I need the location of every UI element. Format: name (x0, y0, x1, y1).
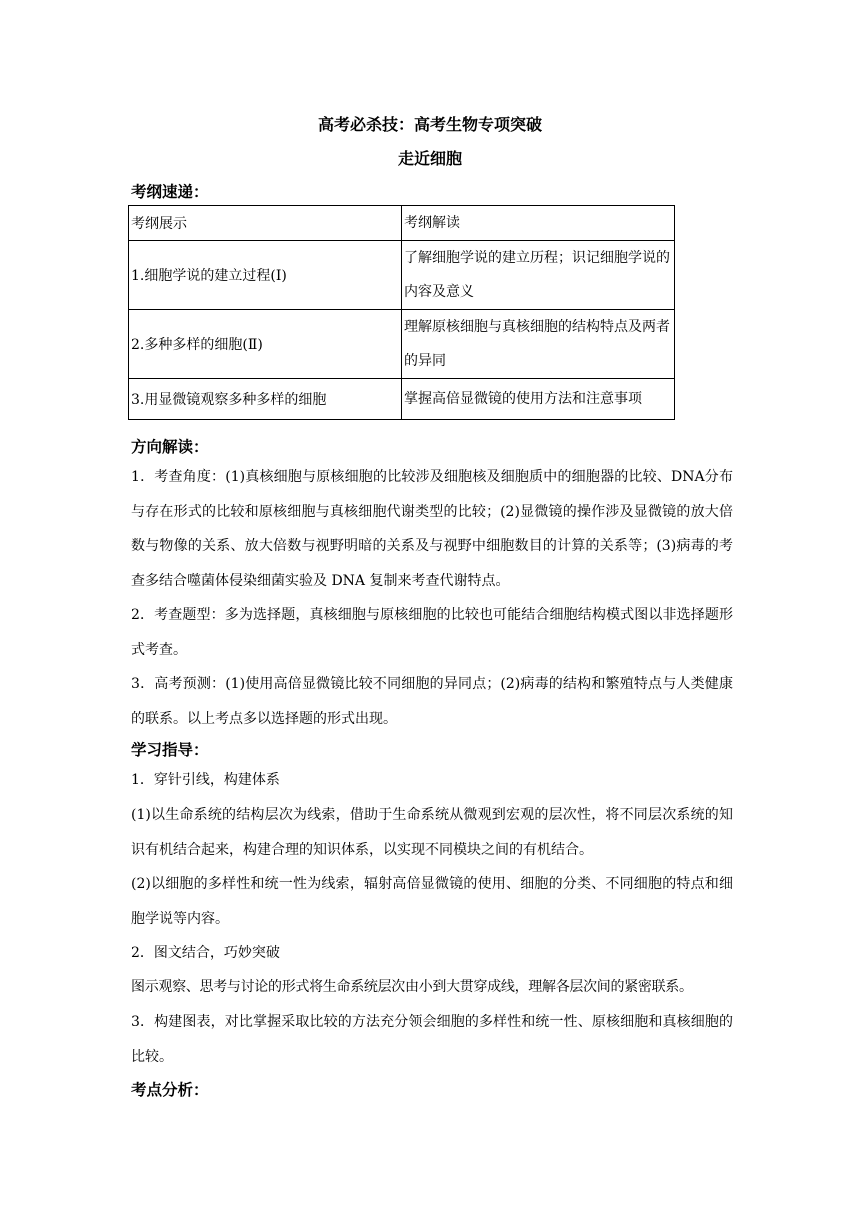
table-cell: 了解细胞学说的建立历程；识记细胞学说的内容及意义 (402, 241, 675, 310)
table-row (129, 379, 675, 420)
table-header-row (129, 206, 675, 241)
section-heading-outline: 考纲速递： (131, 183, 209, 201)
table-cell: 掌握高倍显微镜的使用方法和注意事项 (402, 379, 675, 420)
paragraph: 2．考查题型：多为选择题，真核细胞与原核细胞的比较也可能结合细胞结构模式图以非选择题形式考查。 (131, 607, 733, 658)
paragraph: 1．穿针引线，构建体系 (131, 772, 280, 788)
outline-table (128, 205, 675, 420)
table-header-cell: 考纲解读 (402, 206, 675, 241)
paragraph: 3．高考预测：(1)使用高倍显微镜比较不同细胞的异同点；(2)病毒的结构和繁殖特点与人类健康的联系。以上考点多以选择题的形式出现。 (131, 676, 733, 727)
table-cell: 1.细胞学说的建立过程(Ⅰ) (129, 241, 402, 310)
section-heading-analysis: 考点分析： (131, 1081, 209, 1099)
table-cell: 理解原核细胞与真核细胞的结构特点及两者的异同 (402, 310, 675, 379)
document-subtitle: 走近细胞 (397, 149, 462, 168)
paragraph: 图示观察、思考与讨论的形式将生命系统层次由小到大贯穿成线，理解各层次间的紧密联系。 (131, 979, 693, 995)
section-heading-study: 学习指导： (131, 741, 209, 759)
table-cell: 3.用显微镜观察多种多样的细胞 (129, 379, 402, 420)
table-row (129, 310, 675, 379)
document-title: 高考必杀技：高考生物专项突破 (317, 115, 542, 134)
table-cell: 2.多种多样的细胞(Ⅱ) (129, 310, 402, 379)
paragraph: 1．考查角度：(1)真核细胞与原核细胞的比较涉及细胞核及细胞质中的细胞器的比较、DNA分布与存在形式的比较和原核细胞与真核细胞代谢类型的比较；(2)显微镜的操作涉及显微镜的放大倍数与物像的关系、放大倍数与视野明暗的关系及与视野中细胞数目的计算的关系等；(3)病毒的考查多结合噬菌体侵染细菌实验及 DNA 复制来考查代谢特点。 (131, 469, 733, 589)
paragraph: 2．图文结合，巧妙突破 (131, 945, 280, 961)
paragraph: 3．构建图表，对比掌握采取比较的方法充分领会细胞的多样性和统一性、原核细胞和真核细胞的比较。 (131, 1014, 733, 1065)
section-heading-direction: 方向解读： (131, 438, 209, 456)
paragraph: (1)以生命系统的结构层次为线索，借助于生命系统从微观到宏观的层次性，将不同层次系统的知识有机结合起来，构建合理的知识体系，以实现不同模块之间的有机结合。 (131, 807, 733, 858)
table-header-cell: 考纲展示 (129, 206, 402, 241)
table-row (129, 241, 675, 310)
paragraph: (2)以细胞的多样性和统一性为线索，辐射高倍显微镜的使用、细胞的分类、不同细胞的特点和细胞学说等内容。 (131, 876, 733, 927)
